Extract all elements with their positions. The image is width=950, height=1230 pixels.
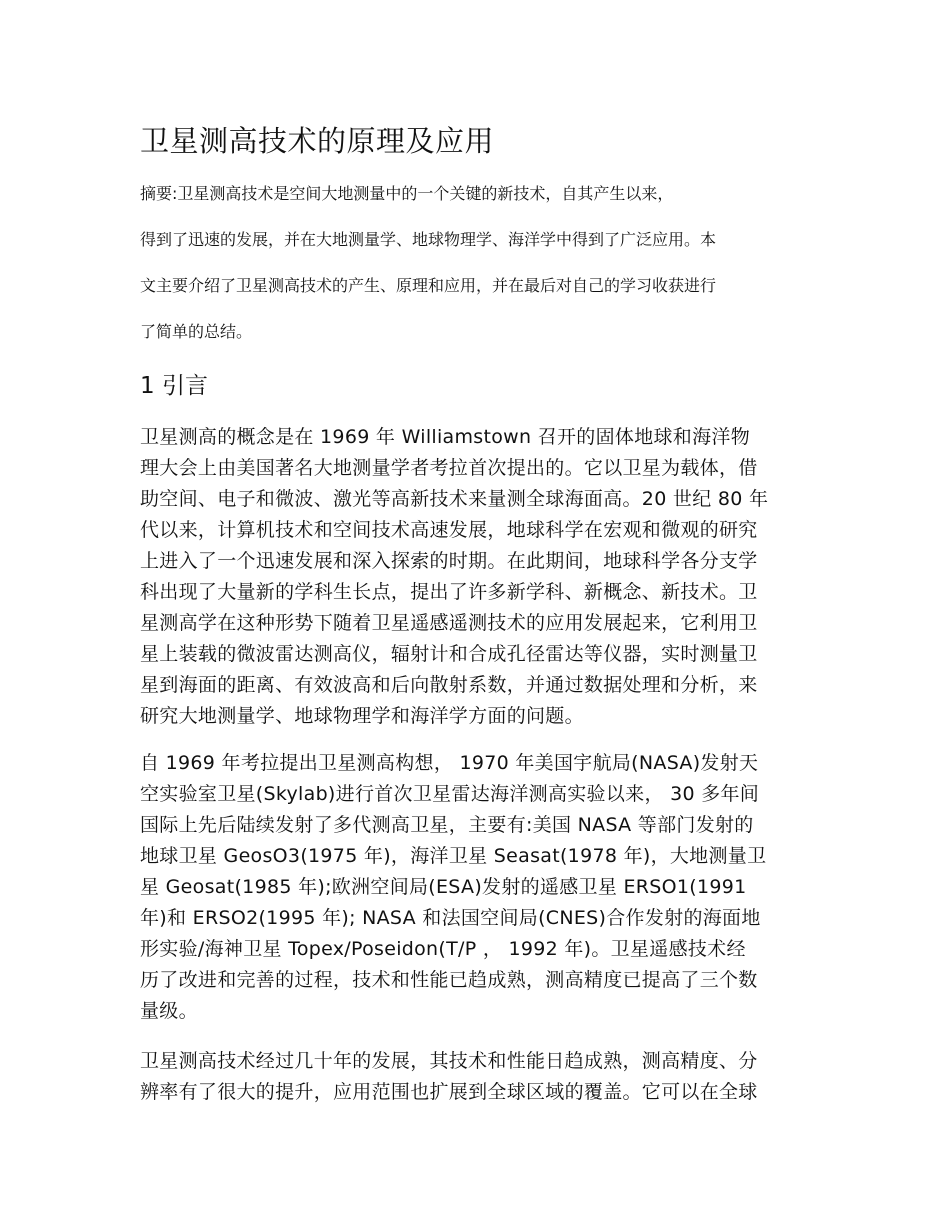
paragraph-line: 星 Geosat(1985 年);欧洲空间局(ESA)发射的遥感卫星 ERSO1(1991 — [140, 876, 747, 898]
paragraph-line: 国际上先后陆续发射了多代测高卫星，主要有:美国 NASA 等部门发射的 — [140, 814, 754, 836]
paragraph-line: 助空间、电子和微波、激光等高新技术来量测全球海面高。20 世纪 80 年 — [140, 488, 769, 510]
document-title: 卫星测高技术的原理及应用 — [140, 124, 495, 158]
paragraph-line: 理大会上由美国著名大地测量学者考拉首次提出的。它以卫星为载体，借 — [140, 457, 758, 479]
paragraph-line: 量级。 — [140, 1000, 198, 1022]
paragraph-line: 卫星测高技术经过几十年的发展，其技术和性能日趋成熟，测高精度、分 — [140, 1050, 758, 1072]
paragraph-line: 研究大地测量学、地球物理学和海洋学方面的问题。 — [140, 705, 584, 727]
paragraph-line: 星上装载的微波雷达测高仪，辐射计和合成孔径雷达等仪器，实时测量卫 — [140, 643, 758, 665]
abstract-line: 文主要介绍了卫星测高技术的产生、原理和应用，并在最后对自己的学习收获进行 — [140, 276, 717, 295]
paragraph-line: 上进入了一个迅速发展和深入探索的时期。在此期间，地球科学各分支学 — [140, 550, 758, 572]
paragraph-line: 形实验/海神卫星 Topex/Poseidon(T/P ， 1992 年)。卫星遥感技术经 — [140, 938, 746, 960]
paragraph-line: 自 1969 年考拉提出卫星测高构想， 1970 年美国宇航局(NASA)发射天 — [140, 752, 759, 774]
paragraph-line: 代以来，计算机技术和空间技术高速发展，地球科学在宏观和微观的研究 — [140, 519, 758, 541]
paragraph-line: 辨率有了很大的提升，应用范围也扩展到全球区域的覆盖。它可以在全球 — [140, 1081, 758, 1103]
body-paragraph — [140, 748, 766, 1027]
abstract-line: 摘要:卫星测高技术是空间大地测量中的一个关键的新技术，自其产生以来， — [140, 184, 674, 203]
paragraph-line: 星到海面的距离、有效波高和后向散射系数，并通过数据处理和分析，来 — [140, 674, 758, 696]
abstract-line: 了简单的总结。 — [140, 322, 253, 341]
paragraph-line: 科出现了大量新的学科生长点，提出了许多新学科、新概念、新技术。卫 — [140, 581, 758, 603]
paragraph-line: 空实验室卫星(Skylab)进行首次卫星雷达海洋测高实验以来， 30 多年间 — [140, 783, 760, 805]
section-heading: 1 引言 — [140, 373, 208, 399]
paragraph-line: 星测高学在这种形势下随着卫星遥感遥测技术的应用发展起来，它利用卫 — [140, 612, 758, 634]
paragraph-line: 地球卫星 GeosO3(1975 年)，海洋卫星 Seasat(1978 年)，大地测量卫 — [140, 845, 767, 867]
paragraph-line: 历了改进和完善的过程，技术和性能已趋成熟，测高精度已提高了三个数 — [140, 969, 758, 991]
body-paragraph — [140, 422, 768, 732]
paragraph-line: 年)和 ERSO2(1995 年); NASA 和法国空间局(CNES)合作发射的海面地 — [140, 907, 761, 929]
paragraph-line: 卫星测高的概念是在 1969 年 Williamstown 召开的固体地球和海洋物 — [140, 426, 751, 448]
body-paragraph — [140, 1046, 758, 1108]
abstract-line: 得到了迅速的发展，并在大地测量学、地球物理学、海洋学中得到了广泛应用。本 — [140, 230, 717, 249]
